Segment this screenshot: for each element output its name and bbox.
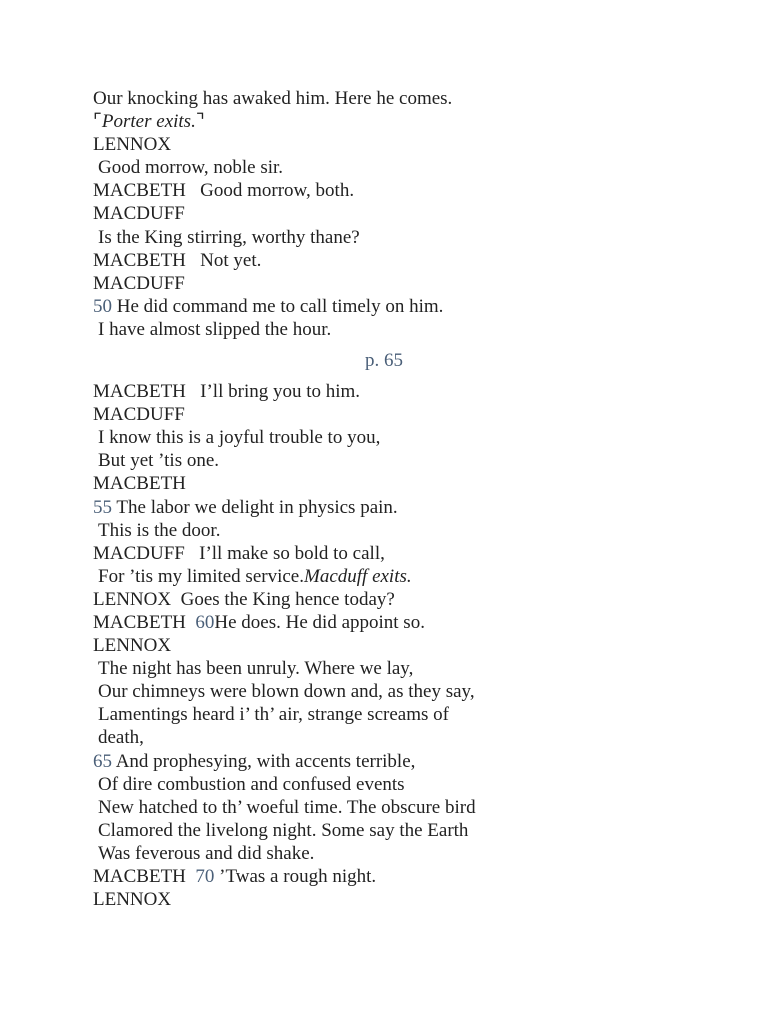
speaker-lennox: LENNOX <box>93 635 172 657</box>
verse-text: And prophesying, with accents terrible, <box>115 750 416 772</box>
verse-line <box>93 726 693 749</box>
speech-line <box>93 380 693 403</box>
speech-line <box>93 542 693 565</box>
verse-line <box>93 426 693 449</box>
verse-text: He does. He did appoint so. <box>214 611 425 633</box>
verse-text: The labor we delight in physics pain. <box>116 496 398 518</box>
verse-line <box>93 156 693 179</box>
verse-text: Of dire combustion and confused events <box>98 773 405 795</box>
verse-text: Good morrow, both. <box>200 180 355 202</box>
verse-line <box>93 773 693 796</box>
verse-text: Good morrow, noble sir. <box>98 157 284 179</box>
verse-text: New hatched to th’ woeful time. The obscure bird <box>98 796 476 818</box>
verse-text: This is the door. <box>98 519 221 541</box>
speaker-lennox: LENNOX <box>93 134 172 156</box>
verse-text: Clamored the livelong night. Some say the Earth <box>98 819 469 841</box>
verse-line <box>93 819 693 842</box>
speaker-name <box>93 634 693 657</box>
stage-direction-text: Porter exits. <box>101 111 196 133</box>
verse-line <box>93 657 693 680</box>
speaker-name <box>93 888 693 911</box>
verse-text: I have almost slipped the hour. <box>98 318 332 340</box>
verse-text: Not yet. <box>200 249 262 271</box>
verse-text: death, <box>98 727 144 749</box>
verse-text: Is the King stirring, worthy thane? <box>98 226 360 248</box>
verse-text: I’ll bring you to him. <box>200 381 361 403</box>
verse-line <box>93 842 693 865</box>
speaker-macbeth: MACBETH <box>93 381 186 403</box>
verse-line <box>93 750 693 773</box>
speaker-macbeth: MACBETH <box>93 249 186 271</box>
verse-line <box>93 318 693 341</box>
speech-line <box>93 865 693 888</box>
verse-line <box>93 449 693 472</box>
verse-text: I’ll make so bold to call, <box>199 542 385 564</box>
verse-text: I know this is a joyful trouble to you, <box>98 427 381 449</box>
verse-text: Goes the King hence today? <box>180 588 395 610</box>
verse-line <box>93 519 693 542</box>
speaker-macbeth: MACBETH <box>93 473 186 495</box>
speaker-name <box>93 272 693 295</box>
speaker-macbeth: MACBETH <box>93 180 186 202</box>
speaker-macduff: MACDUFF <box>93 203 185 225</box>
stage-direction-text: Macduff exits. <box>304 565 412 587</box>
speaker-macduff: MACDUFF <box>93 542 185 564</box>
speaker-macbeth: MACBETH <box>93 866 186 887</box>
speaker-macduff: MACDUFF <box>93 272 185 294</box>
verse-text: ’Twas a rough night. <box>219 866 377 887</box>
page-number: p. 65 <box>365 350 403 372</box>
verse-line <box>93 565 693 588</box>
verse-text: The night has been unruly. Where we lay, <box>98 658 414 680</box>
verse-line <box>93 796 693 819</box>
verse-line <box>93 703 693 726</box>
speaker-name <box>93 403 693 426</box>
speech-line <box>93 588 693 611</box>
line-number: 50 <box>93 295 112 317</box>
verse-text: Was feverous and did shake. <box>98 842 315 864</box>
verse-text: Our knocking has awaked him. Here he comes. <box>93 88 453 109</box>
verse-text: Lamentings heard i’ th’ air, strange screams of <box>98 704 449 726</box>
line-number: 70 <box>195 866 215 887</box>
speaker-macbeth: MACBETH <box>93 611 186 633</box>
verse-line <box>93 496 693 519</box>
speaker-name <box>93 472 693 495</box>
speaker-lennox: LENNOX <box>93 889 172 911</box>
play-text <box>93 87 693 911</box>
bracket-open: ⌜ <box>93 111 102 133</box>
verse-text: Our chimneys were blown down and, as they say, <box>98 681 475 703</box>
bracket-close: ⌝ <box>195 111 205 133</box>
speaker-macduff: MACDUFF <box>93 404 185 426</box>
verse-line <box>93 226 693 249</box>
verse-line <box>93 295 693 318</box>
speech-line <box>93 611 693 634</box>
speaker-lennox: LENNOX <box>93 588 172 610</box>
speaker-name <box>93 202 693 225</box>
speaker-name <box>93 133 693 156</box>
speech-line <box>93 179 693 202</box>
verse-text: For ’tis my limited service. <box>98 565 304 587</box>
verse-text: But yet ’tis one. <box>98 450 220 472</box>
speech-line <box>93 249 693 272</box>
verse-text: He did command me to call timely on him. <box>116 295 444 317</box>
verse-line <box>93 87 693 110</box>
line-number: 60 <box>195 611 215 633</box>
stage-direction <box>93 110 693 133</box>
line-number: 55 <box>93 496 112 518</box>
verse-line <box>93 680 693 703</box>
line-number: 65 <box>93 750 112 772</box>
